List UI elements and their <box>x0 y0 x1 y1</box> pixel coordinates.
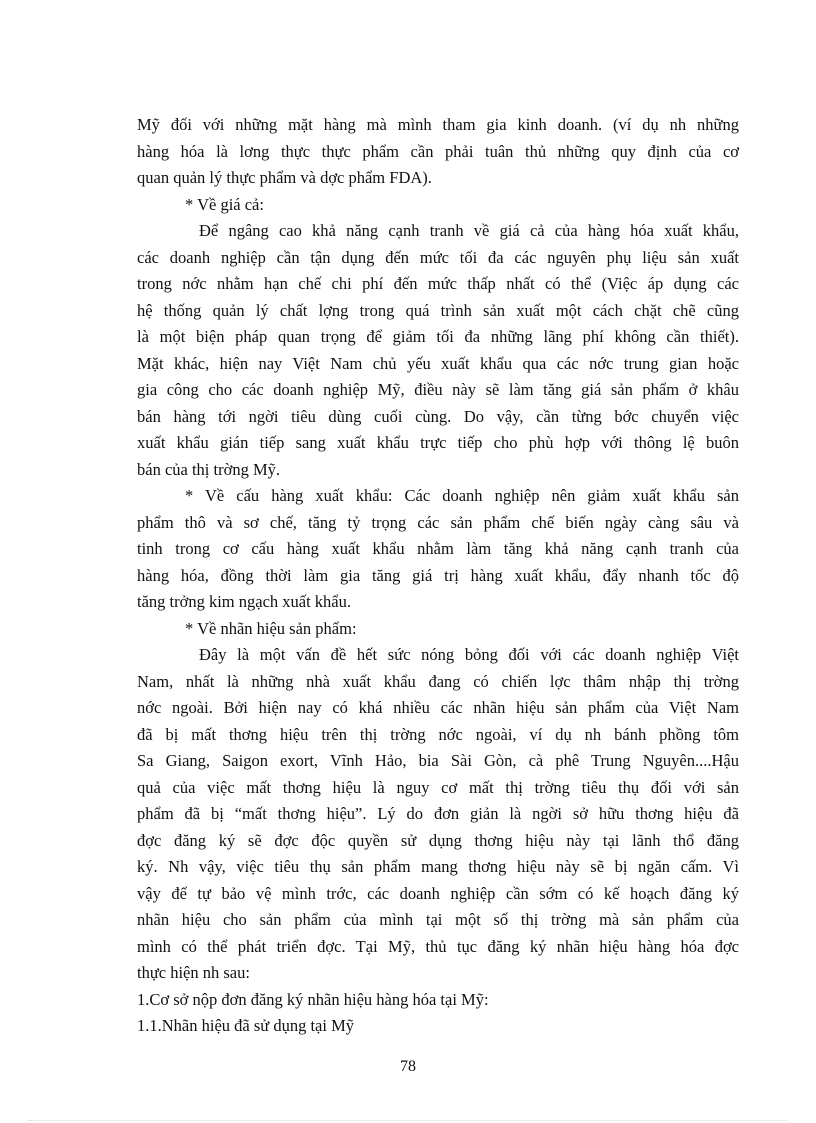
text-line: * Về cấu hàng xuất khẩu: Các doanh nghiệp nên giảm xuất khẩu sản <box>185 486 739 505</box>
text-line: ký. Nh vậy, việc tiêu thụ sản phẩm mang thơng hiệu này sẽ bị ngăn cấm. Vì <box>137 857 739 876</box>
text-line: đã bị mất thơng hiệu trên thị trờng nớc ngoài, ví dụ nh bánh phồng tôm <box>137 724 739 744</box>
text-line: hàng hóa là lơng thực thực phẩm cần phải tuân thủ những quy định của cơ <box>137 141 739 161</box>
page-bottom-divider <box>28 1120 788 1121</box>
text-line: hệ thống quản lý chất lợng trong quá trình sản xuất một cách chặt chẽ cũng <box>137 300 739 320</box>
text-line: * Về nhãn hiệu sản phẩm: <box>185 618 357 638</box>
text-line: quả của việc mất thơng hiệu là nguy cơ mất thị trờng tiêu thụ đối với sản <box>137 777 739 797</box>
text-line: trong nớc nhằm hạn chế chi phí đến mức thấp nhất có thể (Việc áp dụng các <box>137 274 739 293</box>
text-line: * Về giá cả: <box>185 194 264 214</box>
text-line: nhãn hiệu cho sản phẩm của mình tại một số thị trờng mà sản phẩm của <box>137 910 739 929</box>
text-line: Sa Giang, Saigon exort, Vĩnh Hảo, bia Sài Gòn, cà phê Trung Nguyên....Hậu <box>137 751 739 770</box>
text-line: Đây là một vấn đề hết sức nóng bỏng đối với các doanh nghiệp Việt <box>199 645 739 664</box>
text-line: tăng trởng kim ngạch xuất khẩu. <box>137 592 352 611</box>
text-line: gia công cho các doanh nghiệp Mỹ, điều này sẽ làm tăng giá sản phẩm ở khâu <box>137 380 739 399</box>
text-line: phẩm thô và sơ chế, tăng tỷ trọng các sản phẩm chế biến ngày càng sâu và <box>137 512 739 532</box>
text-line: Nam, nhất là những nhà xuất khẩu đang có chiến lợc thâm nhập thị trờng <box>137 671 739 691</box>
text-line: Mặt khác, hiện nay Việt Nam chủ yếu xuất khẩu qua các nớc trung gian hoặc <box>137 353 739 373</box>
text-line: xuất khẩu gián tiếp sang xuất khẩu trực tiếp cho phù hợp với thông lệ buôn <box>137 433 739 452</box>
text-line: tinh trong cơ cấu hàng xuất khẩu nhằm làm tăng khả năng cạnh tranh của <box>137 539 739 558</box>
text-line: bán hàng tới ngời tiêu dùng cuối cùng. Do vậy, cần từng bớc chuyển việc <box>137 406 739 426</box>
text-line: bán của thị trờng Mỹ. <box>137 459 280 479</box>
text-line: là một biện pháp quan trọng để giảm tối đa những lãng phí không cần thiết). <box>137 327 739 346</box>
text-line: đợc đăng ký sẽ đợc độc quyền sử dụng thơng hiệu này tại lãnh thổ đăng <box>137 830 739 850</box>
text-line: phẩm đã bị “mất thơng hiệu”. Lý do đơn giản là ngời sở hữu thơng hiệu đã <box>137 804 739 823</box>
text-line: Để ngâng cao khả năng cạnh tranh về giá cả của hàng hóa xuất khẩu, <box>199 221 739 240</box>
text-line: 1.1.Nhãn hiệu đã sử dụng tại Mỹ <box>137 1016 354 1035</box>
text-line: mình có thể phát triển đợc. Tại Mỹ, thủ tục đăng ký nhãn hiệu hàng hóa đợc <box>137 936 739 956</box>
text-line: quan quản lý thực phẩm và dợc phẩm FDA). <box>137 168 432 187</box>
text-line: Mỹ đối với những mặt hàng mà mình tham gia kinh doanh. (ví dụ nh những <box>137 115 739 134</box>
text-line: 1.Cơ sở nộp đơn đăng ký nhãn hiệu hàng hóa tại Mỹ: <box>137 989 489 1009</box>
text-line: hàng hóa, đồng thời làm gia tăng giá trị hàng xuất khẩu, đẩy nhanh tốc độ <box>137 565 739 585</box>
page-number: 78 <box>400 1058 416 1075</box>
text-line: vậy để tự bảo vệ mình trớc, các doanh nghiệp cần sớm có kế hoạch đăng ký <box>137 883 739 903</box>
page-body-text <box>137 112 739 1040</box>
text-line: các doanh nghiệp cần tận dụng đến mức tối đa các nguyên phụ liệu sản xuất <box>137 247 739 267</box>
text-line: nớc ngoài. Bởi hiện nay có khá nhiều các nhãn hiệu sản phẩm của Việt Nam <box>137 698 739 717</box>
text-line: thực hiện nh sau: <box>137 963 250 982</box>
